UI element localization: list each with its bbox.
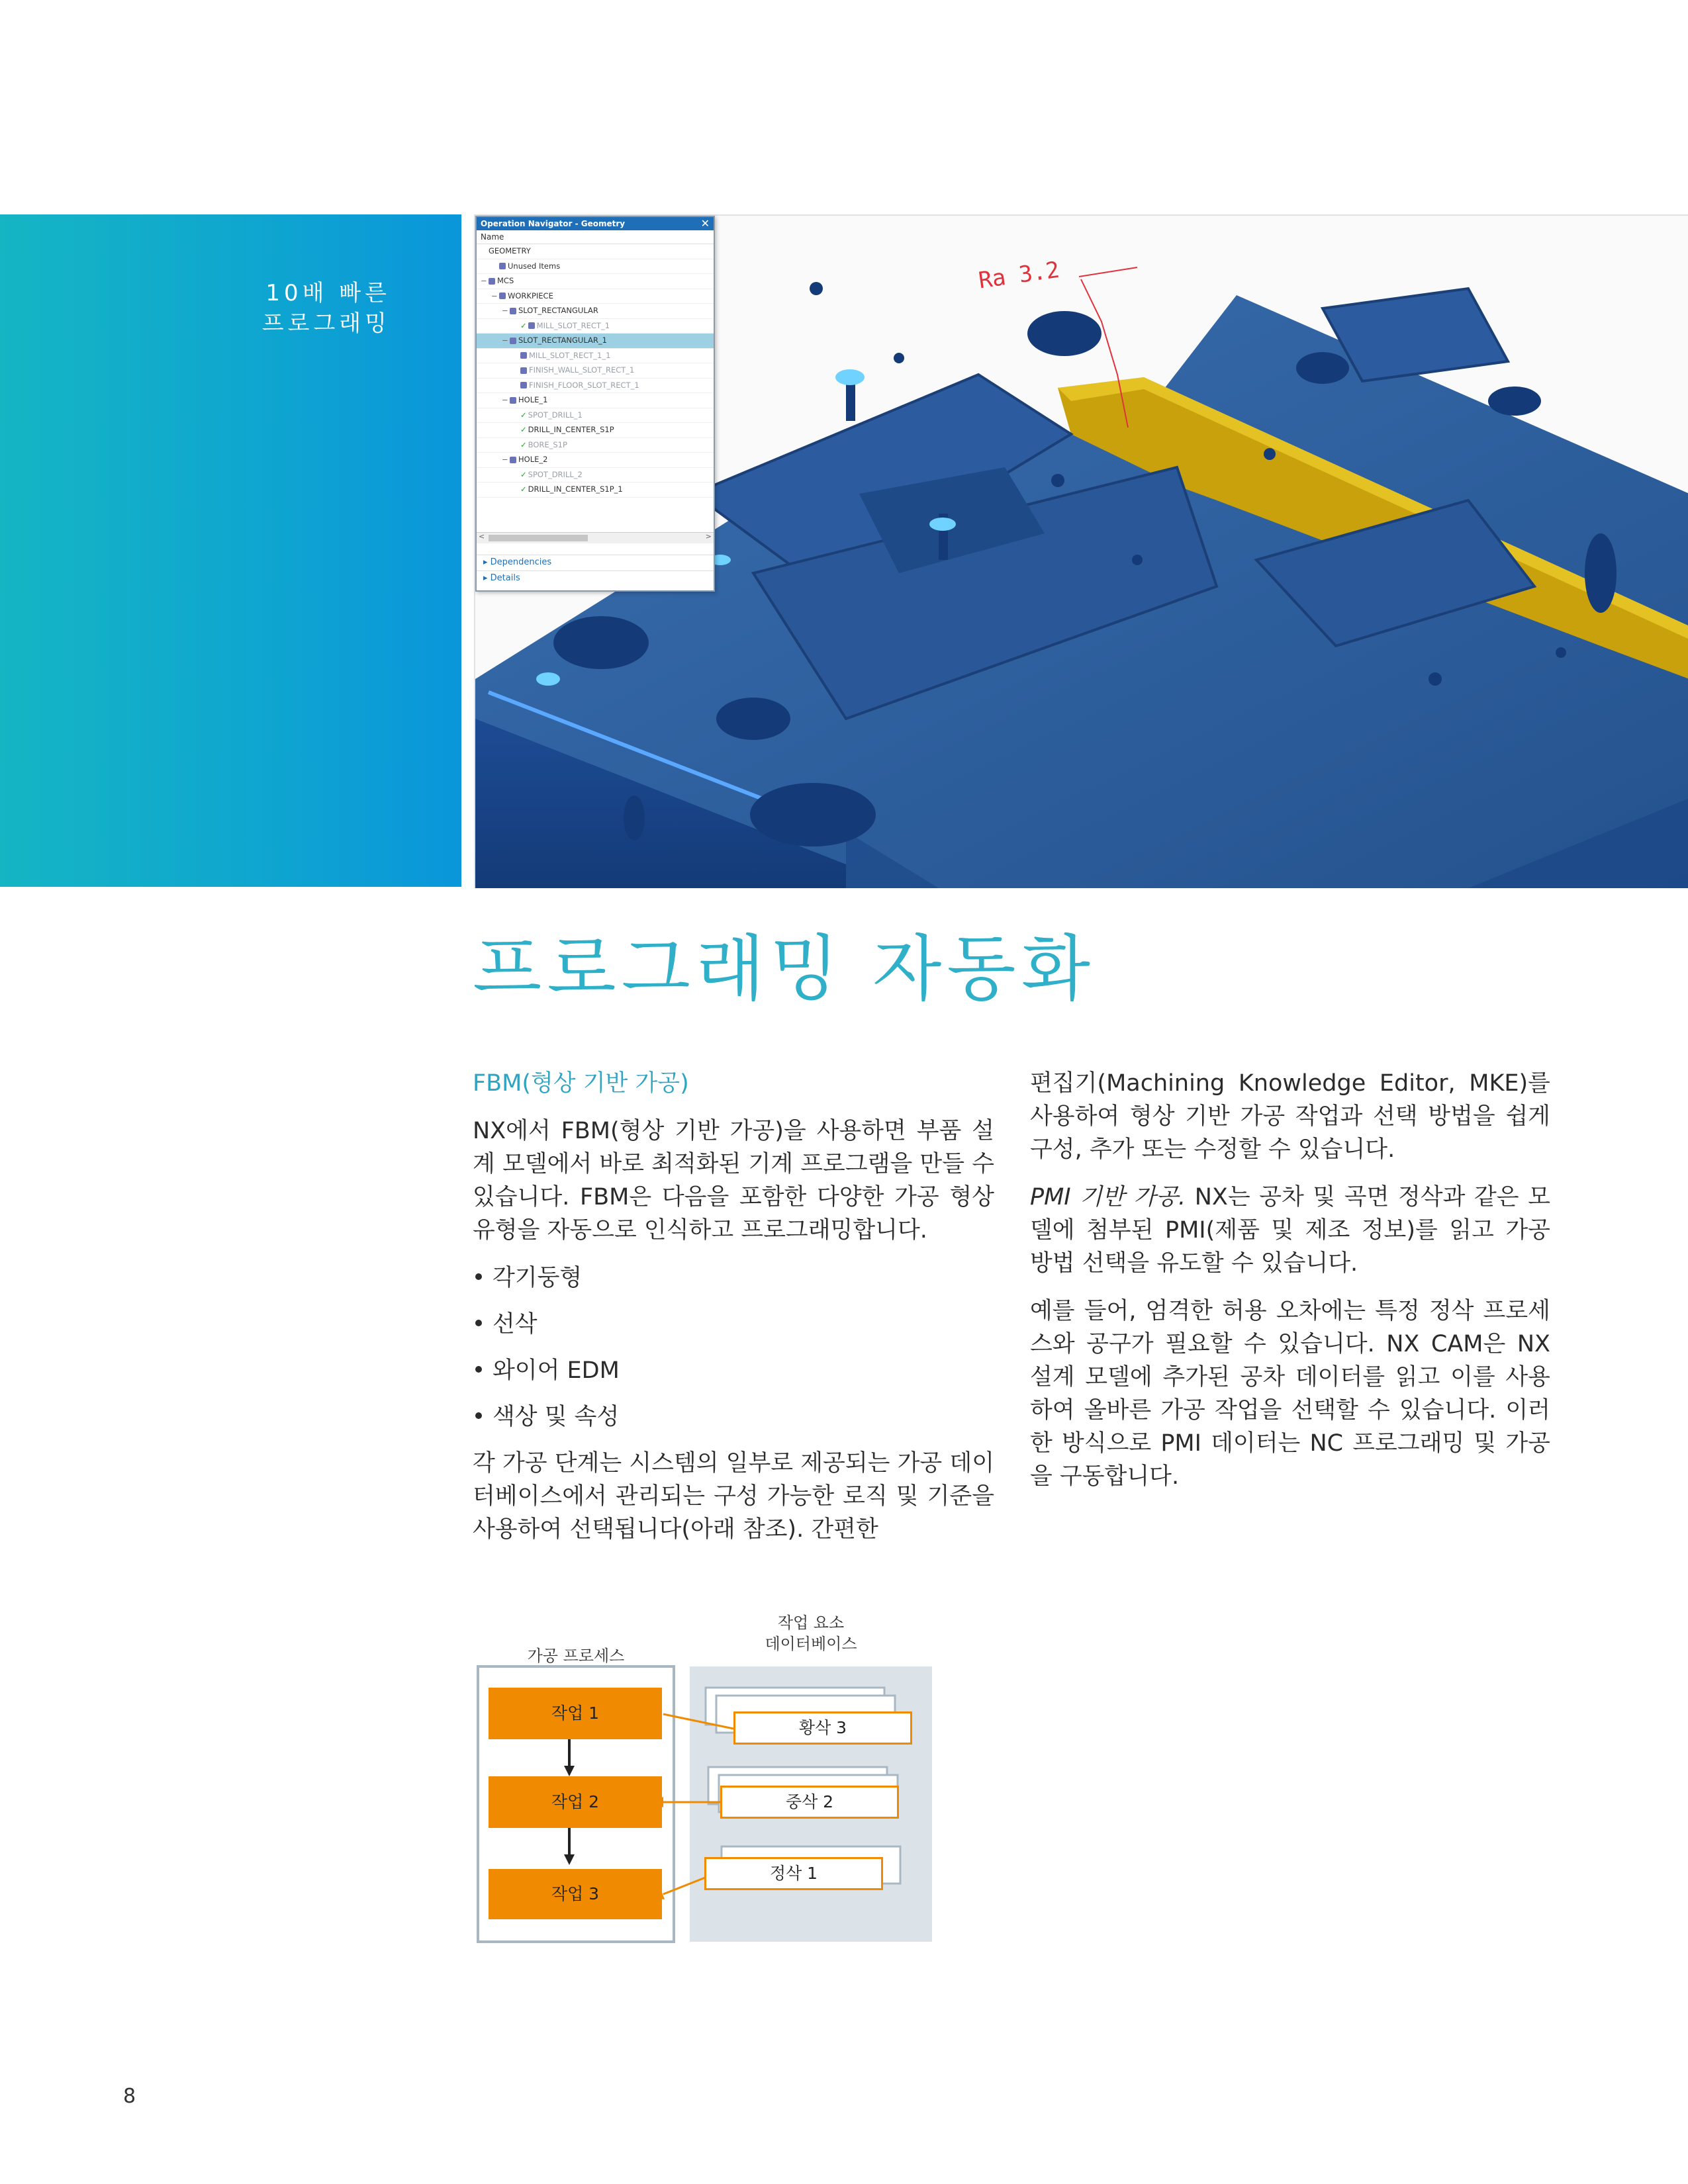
status-check-icon: ✓ (520, 410, 527, 420)
tree-row[interactable] (477, 379, 714, 394)
geometry-icon (520, 352, 527, 359)
tree-row[interactable] (477, 349, 714, 364)
tree-row-label: FINISH_FLOOR_SLOT_RECT_1 (529, 380, 639, 390)
bullet-icon (475, 1273, 482, 1280)
tree-row-label: DRILL_IN_CENTER_S1P_1 (528, 484, 623, 494)
tree-row-label: SLOT_RECTANGULAR (518, 306, 598, 315)
tree-row-label: MCS (497, 276, 514, 285)
element-card: 황삭 3 (733, 1711, 912, 1745)
status-check-icon: ✓ (520, 484, 527, 494)
dependencies-label: Dependencies (490, 557, 552, 567)
operation-box: 작업 1 (489, 1688, 662, 1739)
status-check-icon: ✓ (520, 439, 527, 449)
scroll-right-icon[interactable]: > (705, 532, 712, 541)
tree-row[interactable] (477, 334, 714, 349)
bullet-icon (475, 1412, 482, 1419)
scroll-left-icon[interactable]: < (479, 532, 485, 541)
collapse-icon[interactable]: − (502, 455, 508, 464)
fbm-subheading: FBM(형상 기반 가공) (473, 1070, 689, 1097)
roughness-callout: Ra 3.2 (976, 256, 1062, 295)
expand-arrow-icon: ▸ (483, 573, 491, 583)
status-check-icon: ✓ (520, 425, 527, 434)
tree-row[interactable] (477, 259, 714, 275)
horizontal-scrollbar[interactable] (477, 532, 714, 543)
geometry-icon (520, 382, 527, 388)
expand-arrow-icon: ▸ (483, 557, 491, 567)
pmi-lead: PMI 기반 가공. (1030, 1184, 1186, 1210)
list-item (473, 1354, 994, 1387)
navigator-title: Operation Navigator - Geometry (481, 219, 626, 228)
element-card: 정삭 1 (704, 1857, 883, 1890)
tree-row-label: BORE_S1P (528, 439, 567, 449)
list-item-text: 각기둥형 (492, 1265, 583, 1291)
geometry-icon (510, 457, 516, 463)
database-header (690, 1612, 932, 1655)
tree-row-label: GEOMETRY (489, 246, 531, 255)
page-title: 프로그래밍 자동화 (473, 928, 1096, 1011)
tree-row[interactable] (477, 274, 714, 289)
list-item-text: 색상 및 속성 (492, 1404, 620, 1430)
tree-row-label: SLOT_RECTANGULAR_1 (518, 336, 607, 345)
tree-row[interactable] (477, 482, 714, 498)
mke-paragraph: 편집기(Machining Knowledge Editor, MKE)를 사용하여 형상 기반 가공 작업과 선택 방법을 쉽게 구성, 추가 또는 수정할 수 있습니다. (1030, 1070, 1550, 1163)
list-item (473, 1400, 994, 1433)
geometry-icon (510, 308, 516, 314)
tree-row[interactable] (477, 408, 714, 424)
section-title (252, 278, 391, 339)
tree-row-label: MILL_SLOT_RECT_1_1 (529, 350, 611, 360)
tree-row[interactable] (477, 468, 714, 483)
tree-row-label: SPOT_DRILL_1 (528, 410, 583, 420)
close-icon[interactable]: ✕ (700, 217, 710, 230)
geometry-icon (499, 263, 506, 269)
collapse-icon[interactable]: − (491, 291, 498, 300)
geometry-icon (528, 322, 535, 329)
process-diagram (471, 1615, 935, 1946)
bullet-icon (475, 1366, 482, 1373)
operation-tree (477, 244, 714, 498)
tree-row-label: HOLE_2 (518, 455, 548, 464)
tree-row-label: WORKPIECE (508, 291, 553, 300)
dependencies-section[interactable] (477, 555, 714, 570)
collapse-icon[interactable]: − (502, 336, 508, 345)
bullet-icon (475, 1320, 482, 1326)
list-item (473, 1261, 994, 1295)
details-section[interactable] (477, 570, 714, 586)
selection-paragraph: 각 가공 단계는 시스템의 일부로 제공되는 가공 데이터베이스에서 관리되는 구성 가능한 로직 및 기준을 사용하여 선택됩니다(아래 참조). 간편한 (473, 1450, 994, 1543)
geometry-icon (489, 278, 495, 285)
tolerance-paragraph: 예를 들어, 엄격한 허용 오차에는 특정 정삭 프로세스와 공구가 필요할 수 있습니다. NX CAM은 NX 설계 모델에 추가된 공차 데이터를 읽고 이를 사용하여 올바른 가공 작업을 선택할 수 있습니다. 이러한 방식으로 PMI 데이터는 NC 프로그래밍 및 가공을 구동합니다. (1030, 1298, 1550, 1490)
tree-row[interactable] (477, 289, 714, 304)
status-check-icon: ✓ (520, 469, 527, 479)
pmi-text: NX는 공차 및 곡면 정삭과 같은 모델에 첨부된 PMI(제품 및 제조 정보)를 읽고 가공 방법 선택을 유도할 수 있습니다. (1030, 1184, 1550, 1277)
side-band (0, 214, 461, 887)
tree-row-label: DRILL_IN_CENTER_S1P (528, 425, 614, 434)
element-card: 중삭 2 (720, 1786, 899, 1819)
operation-box: 작업 3 (489, 1869, 662, 1919)
tree-row-label: MILL_SLOT_RECT_1 (536, 320, 610, 330)
feature-type-list (473, 1261, 994, 1433)
geometry-icon (510, 397, 516, 404)
tree-row-label: SPOT_DRILL_2 (528, 469, 583, 479)
page-number: 8 (123, 2085, 136, 2108)
geometry-icon (510, 338, 516, 344)
tree-row[interactable] (477, 244, 714, 259)
section-title-line2: 프로그래밍 (261, 310, 391, 337)
name-column-header[interactable]: Name (477, 230, 714, 244)
database-header-line1: 작업 요소 (777, 1614, 845, 1632)
operation-box: 작업 2 (489, 1776, 662, 1828)
navigator-title-bar (477, 217, 714, 230)
geometry-icon (499, 293, 506, 299)
process-header: 가공 프로세스 (527, 1647, 625, 1665)
tree-row-label: Unused Items (508, 261, 561, 271)
collapse-icon[interactable]: − (481, 276, 487, 285)
geometry-icon (520, 367, 527, 374)
tree-row[interactable] (477, 393, 714, 408)
tree-row[interactable] (477, 438, 714, 453)
pmi-paragraph (1030, 1181, 1550, 1280)
tree-row[interactable] (477, 423, 714, 438)
right-column (1030, 1067, 1550, 1508)
list-item (473, 1308, 994, 1341)
tree-row[interactable] (477, 363, 714, 379)
fbm-paragraph: NX에서 FBM(형상 기반 가공)을 사용하면 부품 설계 모델에서 바로 최적화된 기계 프로그램을 만들 수 있습니다. FBM은 다음을 포함한 다양한 가공 형상 유형을 자동으로 인식하고 프로그래밍합니다. (473, 1118, 994, 1244)
tree-row-label: HOLE_1 (518, 395, 548, 404)
tree-row[interactable] (477, 304, 714, 319)
left-column (473, 1067, 994, 1561)
database-header-line2: 데이터베이스 (765, 1635, 857, 1653)
details-label: Details (490, 573, 520, 583)
section-title-line1: 10배 빠른 (265, 280, 391, 306)
list-item-text: 선삭 (492, 1311, 538, 1338)
collapse-icon[interactable]: − (502, 306, 508, 315)
tree-row-label: FINISH_WALL_SLOT_RECT_1 (529, 365, 635, 375)
tree-row[interactable] (477, 319, 714, 334)
tree-row[interactable] (477, 453, 714, 468)
operation-navigator-panel (475, 216, 715, 592)
scroll-thumb[interactable] (489, 535, 588, 541)
list-item-text: 와이어 EDM (492, 1357, 620, 1384)
collapse-icon[interactable]: − (502, 395, 508, 404)
status-check-icon: ✓ (520, 320, 527, 330)
